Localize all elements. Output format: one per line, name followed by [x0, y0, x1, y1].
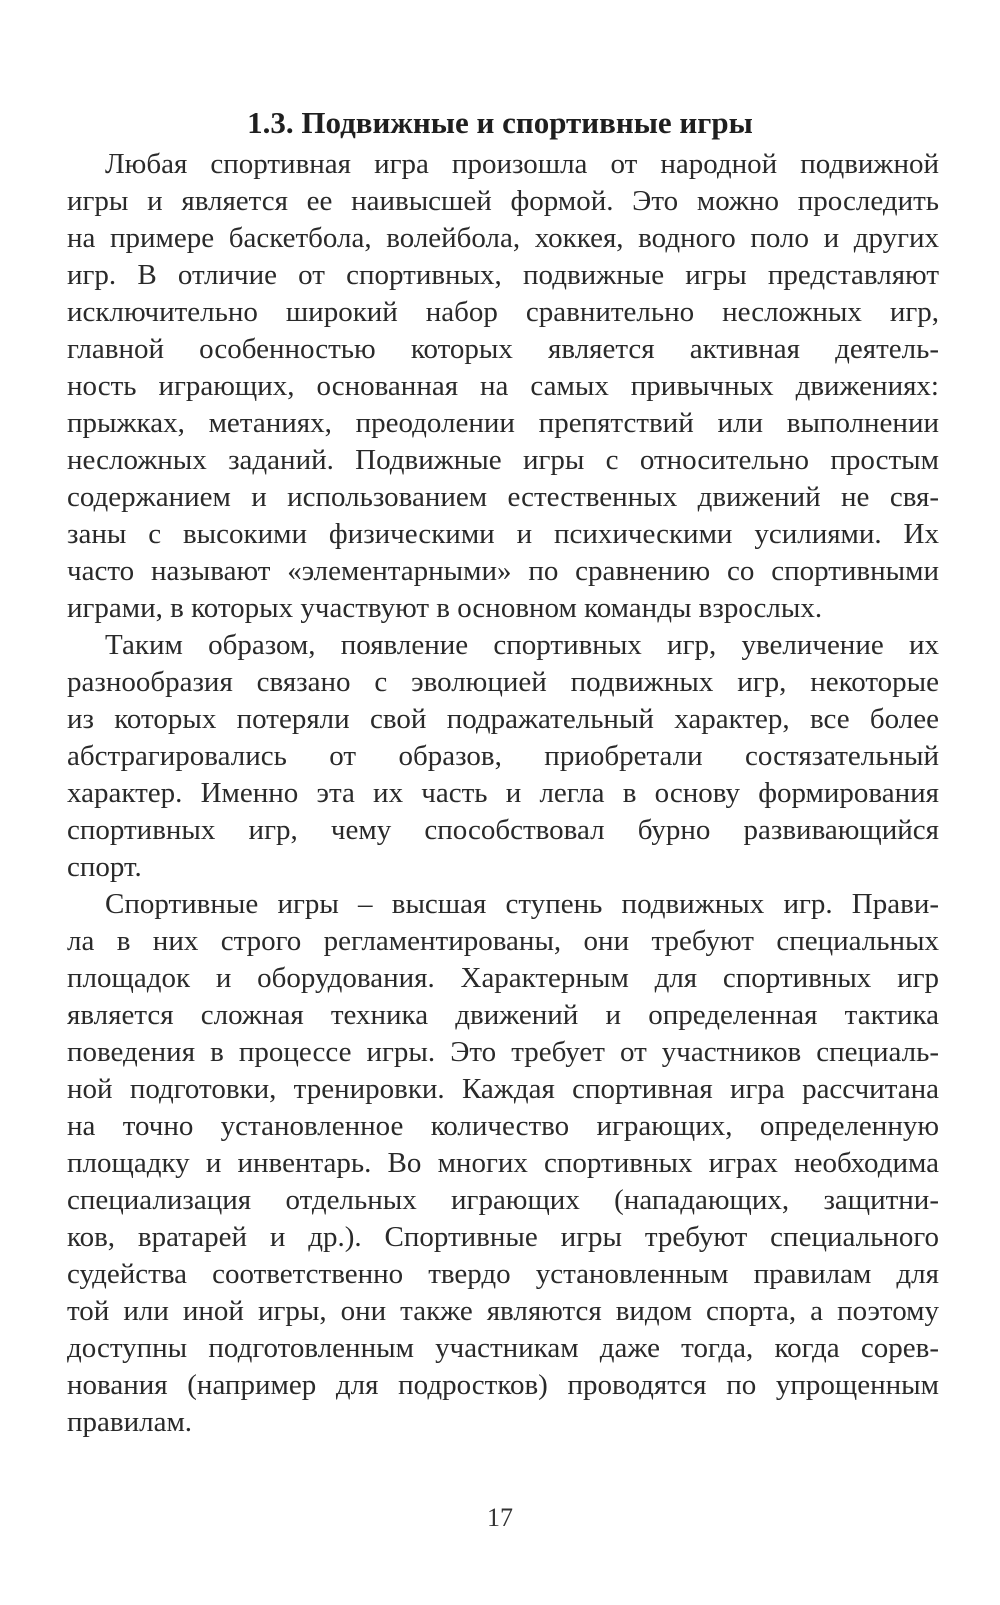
- section-title: 1.3. Подвижные и спортивные игры: [247, 105, 753, 140]
- text-line: абстрагировались от образов, приобретали состязательный: [67, 740, 939, 772]
- text-line: специализация отдельных играющих (нападающих, защитни-: [67, 1184, 939, 1216]
- text-line: той или иной игры, они также являются видом спорта, а поэтому: [67, 1295, 939, 1327]
- text-line: главной особенностью которых является активная деятель-: [67, 333, 939, 365]
- text-line: ность играющих, основанная на самых привычных движениях:: [67, 370, 939, 402]
- text-line: Таким образом, появление спортивных игр, увеличение их: [105, 629, 939, 661]
- paragraph: [67, 627, 939, 886]
- text-line: спортивных игр, чему способствовал бурно развивающийся: [67, 814, 939, 846]
- paragraph: [67, 886, 939, 1441]
- text-line: характер. Именно эта их часть и легла в основу формирования: [67, 777, 939, 809]
- text-line: Спортивные игры – высшая ступень подвижных игр. Прави-: [105, 888, 939, 920]
- text-line: из которых потеряли свой подражательный характер, все более: [67, 703, 939, 735]
- text-line: спорт.: [67, 851, 142, 883]
- text-line: играми, в которых участвуют в основном команды взрослых.: [67, 592, 823, 624]
- text-line: часто называют «элементарными» по сравнению со спортивными: [67, 555, 939, 587]
- text-line: ла в них строго регламентированы, они требуют специальных: [67, 925, 939, 957]
- text-line: ков, вратарей и др.). Спортивные игры требуют специального: [67, 1221, 939, 1253]
- text-line: площадку и инвентарь. Во многих спортивных играх необходима: [67, 1147, 939, 1179]
- text-line: несложных заданий. Подвижные игры с относительно простым: [67, 444, 939, 476]
- text-line: поведения в процессе игры. Это требует от участников специаль-: [67, 1036, 939, 1068]
- text-line: исключительно широкий набор сравнительно несложных игр,: [67, 296, 939, 328]
- text-line: разнообразия связано с эволюцией подвижных игр, некоторые: [67, 666, 939, 698]
- paragraph: [67, 146, 939, 627]
- text-line: на точно установленное количество играющих, определенную: [67, 1110, 939, 1142]
- text-line: нования (например для подростков) проводятся по упрощенным: [67, 1369, 939, 1401]
- text-line: Любая спортивная игра произошла от народной подвижной: [105, 148, 939, 180]
- text-line: доступны подготовленным участникам даже тогда, когда сорев-: [67, 1332, 939, 1364]
- text-line: ной подготовки, тренировки. Каждая спортивная игра рассчитана: [67, 1073, 939, 1105]
- text-line: игры и является ее наивысшей формой. Это можно проследить: [67, 185, 939, 217]
- text-line: судейства соответственно твердо установленным правилам для: [67, 1258, 939, 1290]
- text-line: заны с высокими физическими и психическими усилиями. Их: [67, 518, 939, 550]
- text-line: правилам.: [67, 1406, 193, 1438]
- text-line: является сложная техника движений и определенная тактика: [67, 999, 939, 1031]
- page-number: 17: [487, 1503, 513, 1532]
- body-text: [67, 146, 939, 1441]
- text-line: игр. В отличие от спортивных, подвижные игры представляют: [67, 259, 939, 291]
- text-line: на примере баскетбола, волейбола, хоккея, водного поло и других: [67, 222, 939, 254]
- text-line: площадок и оборудования. Характерным для спортивных игр: [67, 962, 939, 994]
- text-line: прыжках, метаниях, преодолении препятствий или выполнении: [67, 407, 939, 439]
- text-line: содержанием и использованием естественных движений не свя-: [67, 481, 939, 513]
